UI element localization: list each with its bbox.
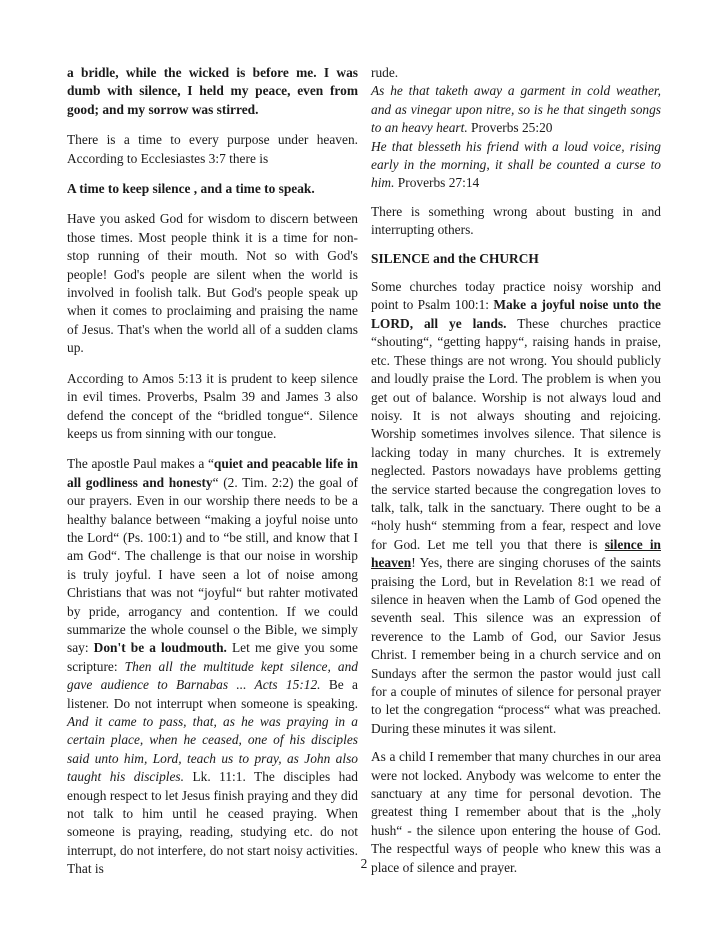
left-paragraph-3: [67, 180, 358, 198]
left-paragraph-5: According to Amos 5:13 it is prudent to keep silence in evil times. Proverbs, Psalm 39 and James 3 also defend the concept of the “bridled tongue“. Silence keeps us from sinning with our tongue.: [67, 370, 358, 441]
italic-run: Then all the multitude kept silence, and gave audience to Barnabas ... Acts 15:12.: [67, 658, 359, 693]
underlined-run: silence in heaven: [371, 536, 661, 571]
text-run: Lk. 11:1. The disciples had enough respect to let Jesus finish praying and they did not talk to him until he ceased praying. When someone is praying, reading, studying etc. do not interrupt, do not interfere, do not start noisy activities. That is: [67, 769, 358, 877]
text-run: Be a listener. Do not interrupt when someone is speaking.: [67, 677, 358, 711]
section-heading: SILENCE and the CHURCH: [371, 250, 539, 266]
right-column: [371, 64, 661, 887]
bold-run: quiet and peacable life in all godliness and honesty: [67, 456, 358, 490]
italic-run: And it came to pass, that, as he was praying in a certain place, when he ceased, one of his disciples said unto him, Lord, teach us to pray, as John also taught his disciples.: [67, 714, 358, 785]
left-paragraph-6: [67, 455, 358, 878]
scripture-bold: a bridle, while the wicked is before me. I was dumb with silence, I held my peace, even from good; and my sorrow was stirred.: [67, 65, 358, 117]
right-paragraph-4: As a child I remember that many churches in our area were not locked. Anybody was welcome to enter the sanctuary at any time for personal devotion. The greatest thing I remember about that is the „holy hush“ - the silence upon entering the house of God. The respectful ways of people who knew this was a place of silence and prayer.: [371, 749, 661, 875]
bold-run: Make a joyful noise unto the LORD, all ye lands.: [371, 297, 661, 331]
text-run: Let me give you some scripture:: [67, 640, 358, 674]
text-run: Proverbs 25:20: [467, 120, 553, 136]
text-run: The apostle Paul makes a “: [67, 456, 214, 472]
right-paragraph-3: [371, 278, 661, 738]
left-column: [67, 64, 358, 891]
text-run: Proverbs 27:14: [394, 175, 480, 191]
text-run: Some churches today practice noisy worship and point to Psalm 100:1:: [371, 279, 661, 313]
italic-run: He that blesseth his friend with a loud voice, rising early in the morning, it shall be counted a curse to him.: [371, 138, 661, 191]
right-paragraph-2: There is something wrong about busting in and interrupting others.: [371, 203, 661, 238]
left-paragraph-1: [67, 64, 358, 119]
left-paragraph-2: There is a time to every purpose under heaven. According to Ecclesiastes 3:7 there is: [67, 132, 358, 166]
italic-run: As he that taketh away a garment in cold weather, and as vinegar upon nitre, so is he that singeth songs to an heavy heart.: [371, 83, 661, 136]
right-paragraph-1: [371, 64, 661, 193]
text-run: “ (2. Tim. 2:2) the goal of our prayers. Even in our worship there needs to be a healthy balance between “making a joyful noise unto the Lord“ (Ps. 100:1) and to “be still, and know that I am God“. The challenge is that our noise in worship is truly joyful. I have seen a lot of noise among Christians that was not “joyful“ but rahter motivated by pride, arrogancy and contention. If we could summarize the whole counsel o the Bible, we simply say:: [67, 474, 358, 656]
text-run: These churches practice “shouting“, “getting happy“, raising hands in praise, etc. These things are not wrong. You should publicly and loudly praise the Lord. The problem is when you get out of balance. Worship is not always loud and noisy. It is not always shouting and rejoicing. Worship sometimes involves silence. That silence is lacking today in many churches. It is extremely neglected. Pastors nowadays have problems getting the service started because the congregation loves to talk, talk, talk in the sanctuary. There ought to be a “holy hush“ stemming from a fear, respect and love for God. Let me tell you that there is: [371, 315, 661, 552]
bold-run: Don't be a loudmouth.: [93, 640, 227, 656]
text-run: rude.: [371, 65, 399, 80]
left-paragraph-4: Have you asked God for wisdom to discern between those times. Most people think it is a time for non-stop running of their mouth. Not so with God's people! God's people are silent when the world is involved in foolish talk. But God's people speak up when it comes to proclaiming and praising the name of Jesus. That's when the world all of a sudden clams up.: [67, 211, 358, 356]
ecclesiastes-quote: A time to keep silence , and a time to speak.: [67, 181, 315, 197]
text-run: ! Yes, there are singing choruses of the saints praising the Lord, but in Revelation 8:1 we read of silence in heaven when the Lamb of God opened the seventh seal. This silence was an expression of reverence to the Lamb of God, our Savior Jesus Christ. I remember being in a church service and on Sundays after the sermon the pastor would just call for a couple of minutes of silence for personal prayer to let the congregation “process“ what was preached. During these minutes it was silent.: [371, 555, 661, 736]
page-number: 2: [360, 856, 368, 871]
